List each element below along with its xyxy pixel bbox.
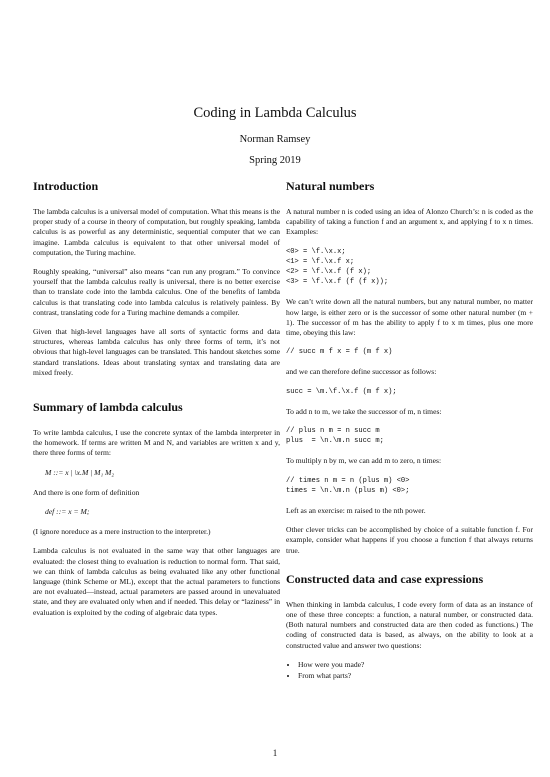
paragraph: To add n to m, we take the successor of m, n times: (286, 406, 442, 416)
paragraph: A natural number n is coded using an idea of Alonzo Church’s: n is coded as the capability of taking a function f and an argument x, and applying f to x n times. Examples: (286, 207, 533, 237)
paragraph: and we can therefore define successor as follows: (286, 367, 437, 377)
list-item: • From what parts? (298, 671, 533, 681)
question-list (286, 660, 533, 681)
paragraph: We can’t write down all the natural numbers, but any natural number, no matter how large, is either zero or is the successor of some other natural number (m + 1). The successor of m has the ability to apply f to x m times, plus one more time, obeying this law: (286, 297, 533, 338)
code-block-plus: // plus n m = n succ m plus = \n.\m.n succ m; (286, 427, 384, 446)
paragraph: To multiply n by m, we can add m to zero, n times: (286, 456, 442, 466)
code-block-succ: succ = \m.\f.\x.f (m f x); (286, 387, 397, 396)
paragraph: To write lambda calculus, I use the concrete syntax of the lambda interpreter in the homework. If terms are written M and N, and variables are written x and y, there three forms of term: (33, 428, 280, 458)
paragraph: (I ignore noreduce as a mere instruction to the interpreter.) (33, 527, 211, 537)
section-heading-summary: Summary of lambda calculus (33, 400, 183, 415)
author: Norman Ramsey (239, 134, 311, 145)
code-block-succ-law: // succ m f x = f (m f x) (286, 348, 393, 357)
paragraph: The lambda calculus is a universal model of computation. What this means is the proper study of a course in theory of computation, but roughly speaking, lambda calculus is as powerful as any deterministic, sequential computer that we can imagine. Lambda calculus is equivalent to that other universal model of computation, the Turing machine. (33, 207, 280, 257)
term-grammar: M ::= x | \x.M | M₁ M₂ (45, 467, 114, 477)
paper-title: Coding in Lambda Calculus (193, 105, 357, 121)
section-heading-constructed-data: Constructed data and case expressions (286, 571, 484, 586)
left-column (33, 179, 280, 627)
code-block-examples: <0> = \f.\x.x; <1> = \f.\x.f x; <2> = \f.\x.f (f x); <3> = \f.\x.f (f (f x)); (286, 247, 389, 287)
paragraph: Given that high-level languages have all sorts of syntactic forms and data structures, whereas lambda calculus has only three forms of term, it’s not obvious that high-level languages can be translated. This handout sketches some standard translations. Ideas about translating syntax and translating data are mixed freely. (33, 327, 280, 377)
definition-grammar: def ::= x = M; (45, 507, 90, 517)
paragraph: And there is one form of definition (33, 487, 140, 497)
paragraph: Roughly speaking, “universal” also means “can run any program.” To convince yourself that the lambda calculus really is universal, there is no better exercise than to translate code into the lambda calculus. One of the benefits of lambda calculus is that translating code into lambda calculus is relatively painless. By contrast, translating code for a Turing machine demands a compiler. (33, 267, 280, 317)
paragraph: Other clever tricks can be accomplished by choice of a suitable function f. For example, consider what happens if you choose a function f that always returns true. (286, 525, 533, 555)
section-heading-natural-numbers: Natural numbers (286, 179, 375, 193)
paragraph: Left as an exercise: m raised to the nth power. (286, 506, 426, 516)
paragraph: Lambda calculus is not evaluated in the same way that other languages are evaluated: the closest thing to evaluation is reduction to normal form. That said, we can think of lambda calculus as being evaluated like any other functional language (think Scheme or ML), except that the actual parameters to functions are not evaluated—instead, actual parameters are passed around in unevaluated state, and they are evaluated only when and if needed. This delay or “laziness” in evaluation is exploited by the coding of algebraic data types. (33, 546, 280, 617)
date: Spring 2019 (249, 155, 301, 166)
page-number: 1 (272, 748, 278, 758)
right-column (286, 179, 533, 682)
list-item: • How were you made? (298, 660, 533, 670)
section-heading-introduction: Introduction (33, 179, 99, 193)
title-block (0, 105, 550, 176)
code-block-times: // times n m = n (plus m) <0> times = \n.\m.n (plus m) <0>; (286, 476, 410, 495)
paragraph: When thinking in lambda calculus, I code every form of data as an instance of one of these three concepts: a function, a natural number, or constructed data. (Both natural numbers and constructed data are then coded as functions.) The coding of constructed data is based, as always, on the ability to look at a constructed value and answer two questions: (286, 599, 533, 650)
